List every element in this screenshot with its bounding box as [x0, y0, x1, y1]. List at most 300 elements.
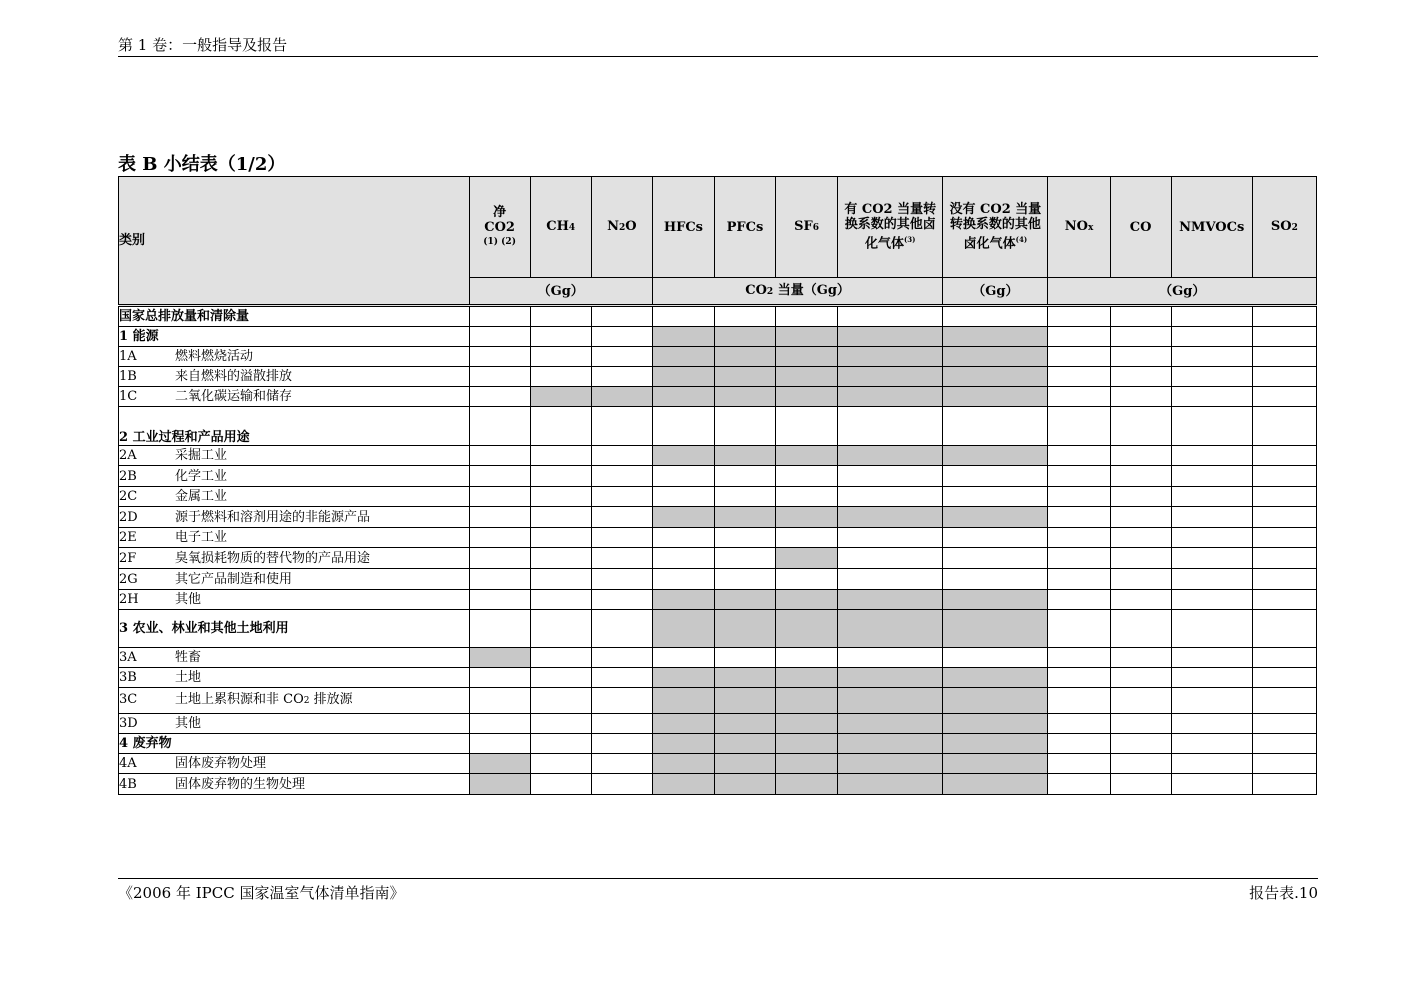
data-cell — [1048, 487, 1110, 507]
data-cell — [1110, 590, 1171, 610]
shaded-cell — [714, 590, 775, 610]
data-cell — [1171, 466, 1252, 487]
shaded-cell — [652, 507, 714, 528]
data-cell — [1171, 347, 1252, 367]
running-header: 第 1 卷：一般指导及报告 — [118, 36, 288, 54]
data-cell — [1110, 668, 1171, 688]
row-label — [119, 487, 470, 507]
data-cell — [1048, 610, 1110, 648]
data-cell — [1110, 648, 1171, 668]
col-so2: SO2 — [1252, 177, 1316, 278]
shaded-cell — [943, 446, 1048, 466]
data-cell — [943, 528, 1048, 548]
row-label — [119, 548, 470, 569]
data-cell — [1048, 306, 1110, 327]
row-text: 国家总排放量和清除量 — [119, 309, 250, 324]
table-row — [119, 487, 1317, 507]
table-row — [119, 688, 1317, 714]
shaded-cell — [838, 347, 943, 367]
data-cell — [469, 487, 530, 507]
data-cell — [1048, 446, 1110, 466]
data-cell — [591, 774, 652, 795]
shaded-cell — [652, 774, 714, 795]
shaded-cell — [838, 387, 943, 407]
data-cell — [776, 407, 838, 446]
data-cell — [469, 548, 530, 569]
data-cell — [591, 306, 652, 327]
table-row — [119, 528, 1317, 548]
row-text-subscript: 2 — [303, 696, 310, 706]
data-cell — [714, 648, 775, 668]
data-cell — [530, 774, 591, 795]
data-cell — [1252, 648, 1316, 668]
data-cell — [591, 487, 652, 507]
data-cell — [1110, 446, 1171, 466]
row-code: 2F — [119, 550, 137, 566]
data-cell — [1110, 347, 1171, 367]
table-row — [119, 466, 1317, 487]
table-row — [119, 446, 1317, 466]
shaded-cell — [838, 688, 943, 714]
data-cell — [1252, 446, 1316, 466]
data-cell — [838, 548, 943, 569]
shaded-cell — [776, 714, 838, 734]
data-cell — [1171, 569, 1252, 590]
data-cell — [1252, 590, 1316, 610]
shaded-cell — [776, 507, 838, 528]
data-cell — [1252, 569, 1316, 590]
row-label — [119, 569, 470, 590]
row-text: 燃料燃烧活动 — [175, 349, 254, 364]
data-cell — [591, 407, 652, 446]
data-cell — [652, 528, 714, 548]
data-cell — [530, 714, 591, 734]
data-cell — [838, 407, 943, 446]
shaded-cell — [776, 688, 838, 714]
col-sf6: SF6 — [776, 177, 838, 278]
shaded-cell — [838, 507, 943, 528]
data-cell — [469, 367, 530, 387]
data-cell — [1110, 548, 1171, 569]
data-cell — [530, 590, 591, 610]
unit-co2-equivalent: CO2 当量（Gg） — [652, 278, 942, 306]
shaded-cell — [714, 734, 775, 754]
row-label — [119, 507, 470, 528]
shaded-cell — [943, 688, 1048, 714]
row-text: 其他 — [175, 592, 202, 607]
data-cell — [838, 487, 943, 507]
shaded-cell — [776, 446, 838, 466]
table-row — [119, 569, 1317, 590]
data-cell — [591, 754, 652, 774]
data-cell — [1171, 306, 1252, 327]
data-cell — [1171, 548, 1252, 569]
data-cell — [530, 306, 591, 327]
shaded-cell — [469, 648, 530, 668]
data-cell — [652, 407, 714, 446]
data-cell — [469, 347, 530, 367]
data-cell — [1171, 387, 1252, 407]
data-cell — [591, 446, 652, 466]
col-other-halogenated-without-factor: 没有 CO2 当量转换系数的其他卤化气体$^{(4)}$ — [943, 177, 1048, 278]
data-cell — [1171, 774, 1252, 795]
data-cell — [1048, 774, 1110, 795]
shaded-cell — [714, 507, 775, 528]
data-cell — [714, 407, 775, 446]
data-cell — [1048, 367, 1110, 387]
data-cell — [530, 446, 591, 466]
table-row — [119, 347, 1317, 367]
shaded-cell — [652, 754, 714, 774]
shaded-cell — [943, 347, 1048, 367]
shaded-cell — [714, 327, 775, 347]
row-text: 金属工业 — [175, 489, 228, 504]
shaded-cell — [652, 688, 714, 714]
data-cell — [776, 528, 838, 548]
data-cell — [1110, 528, 1171, 548]
row-label — [119, 590, 470, 610]
data-cell — [1048, 347, 1110, 367]
data-cell — [469, 387, 530, 407]
data-cell — [530, 548, 591, 569]
data-cell — [1048, 466, 1110, 487]
data-cell — [1110, 754, 1171, 774]
shaded-cell — [776, 367, 838, 387]
data-cell — [1110, 714, 1171, 734]
data-cell — [714, 487, 775, 507]
data-cell — [469, 306, 530, 327]
data-cell — [591, 367, 652, 387]
data-cell — [943, 648, 1048, 668]
table-row — [119, 734, 1317, 754]
footer-rule — [118, 878, 1318, 879]
table-row — [119, 648, 1317, 668]
row-text-suffix: 排放源 — [309, 692, 353, 707]
table-row — [119, 714, 1317, 734]
data-cell — [1110, 466, 1171, 487]
data-cell — [1252, 610, 1316, 648]
row-label — [119, 668, 470, 688]
data-cell — [530, 668, 591, 688]
data-cell — [1048, 648, 1110, 668]
data-cell — [776, 487, 838, 507]
row-text: 2 工业过程和产品用途 — [119, 430, 250, 445]
data-cell — [591, 548, 652, 569]
data-cell — [469, 507, 530, 528]
data-cell — [838, 648, 943, 668]
data-cell — [1252, 407, 1316, 446]
data-cell — [1110, 688, 1171, 714]
data-cell — [591, 734, 652, 754]
data-cell — [469, 569, 530, 590]
shaded-cell — [714, 367, 775, 387]
data-cell — [591, 507, 652, 528]
data-cell — [1252, 507, 1316, 528]
data-cell — [530, 648, 591, 668]
data-cell — [943, 306, 1048, 327]
data-cell — [469, 327, 530, 347]
shaded-cell — [652, 446, 714, 466]
row-code: 3C — [119, 692, 138, 707]
data-cell — [591, 714, 652, 734]
data-cell — [776, 466, 838, 487]
row-text: 1 能源 — [119, 329, 159, 344]
row-label — [119, 306, 470, 327]
data-cell — [1048, 668, 1110, 688]
row-text: 来自燃料的溢散排放 — [175, 369, 293, 384]
data-cell — [1171, 734, 1252, 754]
shaded-cell — [943, 668, 1048, 688]
data-cell — [469, 528, 530, 548]
data-cell — [530, 347, 591, 367]
data-cell — [530, 734, 591, 754]
data-cell — [1048, 734, 1110, 754]
data-cell — [714, 306, 775, 327]
shaded-cell — [714, 446, 775, 466]
shaded-cell — [776, 327, 838, 347]
shaded-cell — [776, 548, 838, 569]
table-row — [119, 306, 1317, 327]
shaded-cell — [714, 774, 775, 795]
data-cell — [530, 487, 591, 507]
table-body — [119, 306, 1317, 795]
data-cell — [591, 569, 652, 590]
data-cell — [943, 487, 1048, 507]
row-code: 2G — [119, 571, 138, 587]
data-cell — [838, 528, 943, 548]
shaded-cell — [838, 668, 943, 688]
shaded-cell — [838, 774, 943, 795]
data-cell — [1252, 466, 1316, 487]
data-cell — [1252, 487, 1316, 507]
data-cell — [714, 466, 775, 487]
data-cell — [530, 407, 591, 446]
row-code: 3D — [119, 716, 138, 731]
data-cell — [1171, 487, 1252, 507]
shaded-cell — [776, 347, 838, 367]
data-cell — [714, 569, 775, 590]
data-cell — [776, 569, 838, 590]
row-label — [119, 714, 470, 734]
data-cell — [1048, 548, 1110, 569]
col-nox: NOx — [1048, 177, 1110, 278]
data-cell — [1110, 367, 1171, 387]
table-row — [119, 367, 1317, 387]
data-cell — [1048, 528, 1110, 548]
table-row — [119, 774, 1317, 795]
data-cell — [943, 548, 1048, 569]
shaded-cell — [714, 610, 775, 648]
data-cell — [469, 734, 530, 754]
data-cell — [1252, 688, 1316, 714]
shaded-cell — [591, 387, 652, 407]
row-label — [119, 466, 470, 487]
col-co: CO — [1110, 177, 1171, 278]
row-label — [119, 407, 470, 446]
data-cell — [1171, 327, 1252, 347]
data-cell — [530, 327, 591, 347]
row-code: 2H — [119, 592, 139, 607]
data-cell — [1252, 528, 1316, 548]
data-cell — [1110, 306, 1171, 327]
data-cell — [652, 648, 714, 668]
shaded-cell — [714, 714, 775, 734]
data-cell — [1171, 407, 1252, 446]
data-cell — [1110, 610, 1171, 648]
table-row — [119, 610, 1317, 648]
data-cell — [469, 610, 530, 648]
shaded-cell — [652, 387, 714, 407]
row-text: 其它产品制造和使用 — [175, 571, 293, 587]
shaded-cell — [838, 446, 943, 466]
data-cell — [1171, 754, 1252, 774]
row-label — [119, 446, 470, 466]
table-row — [119, 668, 1317, 688]
data-cell — [1048, 507, 1110, 528]
data-cell — [1252, 774, 1316, 795]
row-label — [119, 347, 470, 367]
data-cell — [776, 648, 838, 668]
data-cell — [1048, 327, 1110, 347]
row-code: 4B — [119, 776, 137, 792]
data-cell — [943, 466, 1048, 487]
data-cell — [469, 466, 530, 487]
summary-table — [118, 176, 1317, 795]
row-code: 2C — [119, 489, 138, 504]
data-cell — [530, 754, 591, 774]
data-cell — [1110, 487, 1171, 507]
data-cell — [1171, 714, 1252, 734]
row-text: 采掘工业 — [175, 448, 228, 463]
data-cell — [1252, 347, 1316, 367]
data-cell — [943, 407, 1048, 446]
shaded-cell — [714, 387, 775, 407]
data-cell — [530, 367, 591, 387]
shaded-cell — [714, 347, 775, 367]
row-code: 2A — [119, 448, 137, 463]
table-title: 表 B 小结表（1/2） — [118, 154, 286, 175]
shaded-cell — [714, 668, 775, 688]
data-cell — [652, 569, 714, 590]
data-cell — [652, 487, 714, 507]
row-code: 1C — [119, 389, 138, 404]
row-label — [119, 387, 470, 407]
unit-gg-group3: （Gg） — [1048, 278, 1317, 306]
row-text: 土地 — [175, 670, 202, 685]
row-code: 4A — [119, 756, 137, 771]
data-cell — [1252, 306, 1316, 327]
data-cell — [1171, 507, 1252, 528]
row-text: 固体废弃物的生物处理 — [175, 776, 306, 792]
data-cell — [530, 466, 591, 487]
data-cell — [1048, 688, 1110, 714]
row-label — [119, 774, 470, 795]
shaded-cell — [776, 734, 838, 754]
data-cell — [1171, 648, 1252, 668]
data-cell — [469, 688, 530, 714]
row-code: 1B — [119, 369, 137, 384]
data-cell — [714, 548, 775, 569]
shaded-cell — [652, 367, 714, 387]
data-cell — [1171, 688, 1252, 714]
data-cell — [838, 306, 943, 327]
shaded-cell — [530, 387, 591, 407]
data-cell — [1048, 407, 1110, 446]
shaded-cell — [943, 367, 1048, 387]
data-cell — [1171, 668, 1252, 688]
table-row — [119, 590, 1317, 610]
table-row — [119, 507, 1317, 528]
data-cell — [1252, 548, 1316, 569]
row-text: 源于燃料和溶剂用途的非能源产品 — [175, 509, 371, 525]
data-cell — [943, 569, 1048, 590]
shaded-cell — [776, 668, 838, 688]
data-cell — [530, 528, 591, 548]
shaded-cell — [714, 688, 775, 714]
data-cell — [838, 569, 943, 590]
data-cell — [1110, 569, 1171, 590]
shaded-cell — [776, 754, 838, 774]
shaded-cell — [838, 734, 943, 754]
data-cell — [1110, 507, 1171, 528]
shaded-cell — [943, 734, 1048, 754]
shaded-cell — [943, 610, 1048, 648]
row-code: 2E — [119, 530, 137, 545]
data-cell — [1048, 590, 1110, 610]
data-cell — [591, 648, 652, 668]
shaded-cell — [776, 387, 838, 407]
row-text: 臭氧损耗物质的替代物的产品用途 — [175, 550, 371, 566]
shaded-cell — [943, 754, 1048, 774]
col-n2o: N2O — [591, 177, 652, 278]
category-header: 类别 — [119, 177, 470, 306]
data-cell — [1110, 387, 1171, 407]
data-cell — [1048, 387, 1110, 407]
row-label — [119, 327, 470, 347]
shaded-cell — [714, 754, 775, 774]
row-text: 其他 — [175, 716, 202, 731]
data-cell — [469, 714, 530, 734]
data-cell — [591, 347, 652, 367]
data-cell — [1171, 610, 1252, 648]
shaded-cell — [652, 347, 714, 367]
data-cell — [530, 610, 591, 648]
row-code: 3A — [119, 650, 137, 665]
row-code: 3B — [119, 670, 137, 685]
unit-gg-group2: （Gg） — [943, 278, 1048, 306]
shaded-cell — [943, 327, 1048, 347]
footer-page-label: 报告表.10 — [1249, 884, 1318, 902]
shaded-cell — [776, 774, 838, 795]
shaded-cell — [943, 590, 1048, 610]
row-text: 牲畜 — [175, 650, 202, 665]
shaded-cell — [652, 327, 714, 347]
shaded-cell — [652, 590, 714, 610]
data-cell — [838, 466, 943, 487]
shaded-cell — [943, 774, 1048, 795]
data-cell — [1171, 367, 1252, 387]
data-cell — [1048, 714, 1110, 734]
row-label — [119, 648, 470, 668]
data-cell — [1252, 327, 1316, 347]
data-cell — [1252, 367, 1316, 387]
data-cell — [1110, 327, 1171, 347]
col-nmvocs: NMVOCs — [1171, 177, 1252, 278]
data-cell — [591, 610, 652, 648]
shaded-cell — [838, 714, 943, 734]
table-row — [119, 327, 1317, 347]
shaded-cell — [652, 668, 714, 688]
